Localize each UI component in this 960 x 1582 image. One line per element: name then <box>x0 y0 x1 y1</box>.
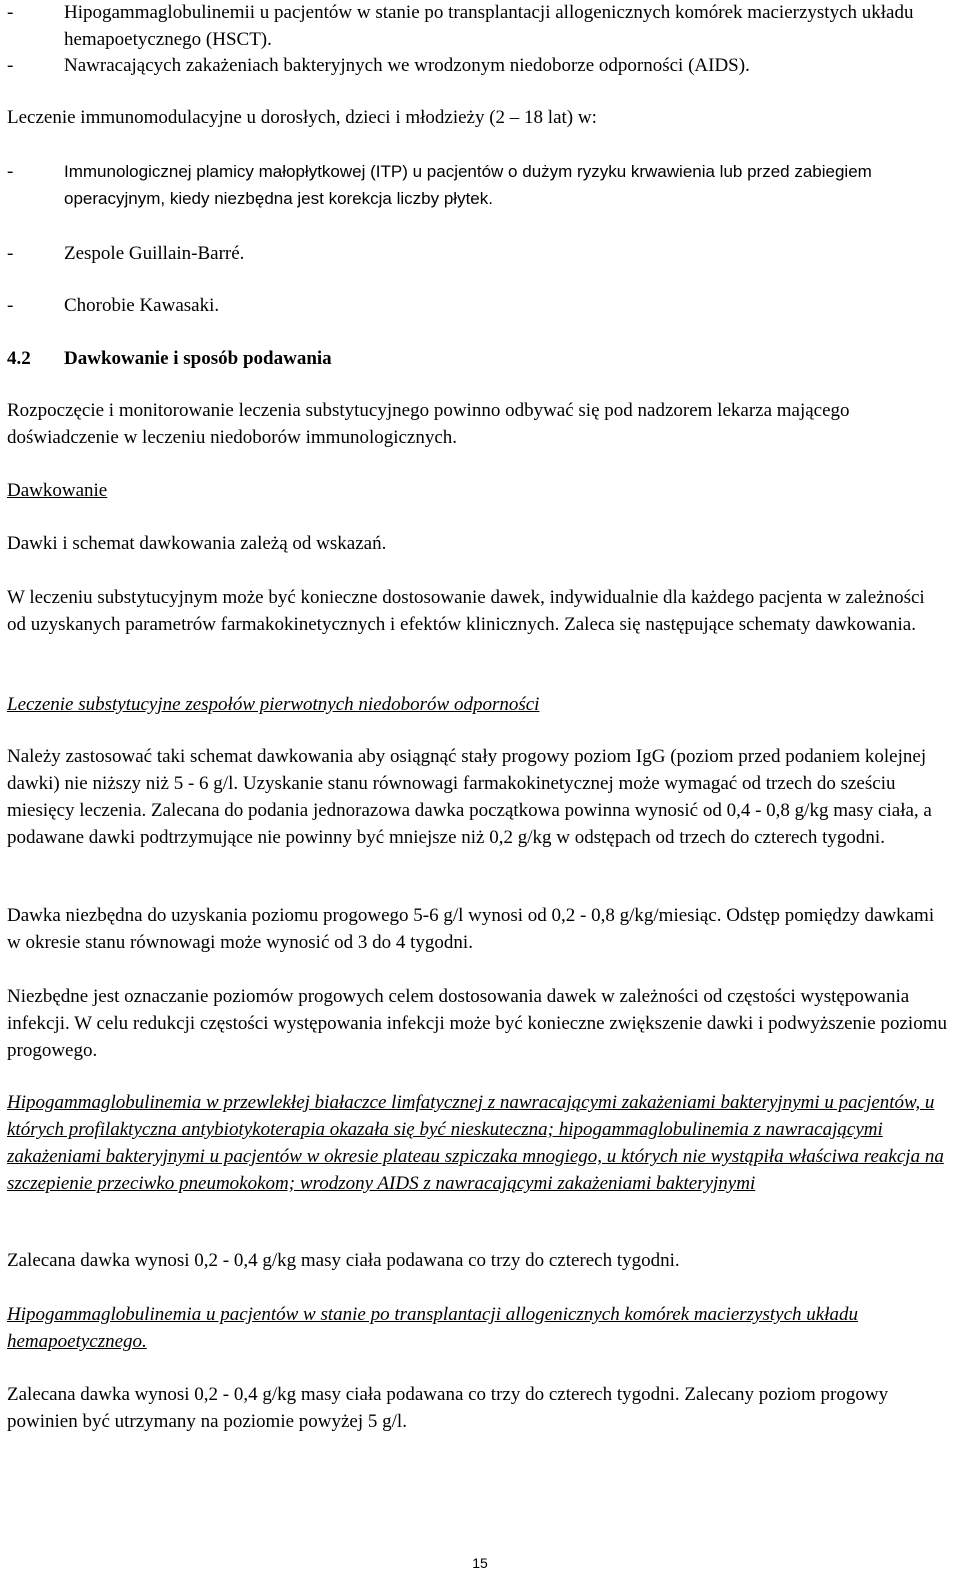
page-number: 15 <box>472 1555 488 1571</box>
paragraph-intro: Rozpoczęcie i monitorowanie leczenia substytucyjnego powinno odbywać się pod nadzorem lekarza mającego doświadczenie w leczeniu niedoborów immunologicznych. <box>7 400 850 448</box>
subheading-dawkowanie: Dawkowanie <box>7 480 108 501</box>
list-item <box>7 52 947 79</box>
list-item-text: Immunologicznej plamicy małopłytkowej (ITP) u pacjentów o dużym ryzyku krwawienia lub przed zabiegiem operacyjnym, kiedy niezbędna jest korekcja liczby płytek. <box>64 162 872 208</box>
list-item <box>7 292 947 319</box>
section-heading <box>7 345 947 372</box>
list-dash: - <box>7 243 14 264</box>
list-dash: - <box>7 2 14 23</box>
paragraph-primary-1: Należy zastosować taki schemat dawkowania aby osiągnąć stały progowy poziom IgG (poziom przed podaniem kolejnej dawki) nie niższy niż 5 - 6 g/l. Uzyskanie stanu równowagi farmakokinetycznej może wymagać od trzech do sześciu miesięcy leczenia. Zalecana do podania jednorazowa dawka początkowa powinna wynosić od 0,4 - 0,8 g/kg masy ciała, a podawane dawki podtrzymujące nie powinny być mniejsze niż 0,2 g/kg w odstępach od trzech do czterech tygodni. <box>7 746 932 848</box>
list-item-text: Chorobie Kawasaki. <box>64 295 220 316</box>
list-item-text: Zespole Guillain-Barré. <box>64 243 245 264</box>
list-item <box>7 240 947 267</box>
paragraph-individual: W leczeniu substytucyjnym może być konieczne dostosowanie dawek, indywidualnie dla każdego pacjenta w zależności od uzyskanych parametrów farmakokinetycznych i efektów klinicznych. Zaleca się następujące schematy dawkowania. <box>7 587 925 635</box>
section-number: 4.2 <box>7 348 31 369</box>
paragraph-primary-2: Dawka niezbędna do uzyskania poziomu progowego 5-6 g/l wynosi od 0,2 - 0,8 g/kg/miesiąc. Odstęp pomiędzy dawkami w okresie stanu równowagi może wynosić od 3 do 4 tygodni. <box>7 905 935 953</box>
paragraph-hsct: Zalecana dawka wynosi 0,2 - 0,4 g/kg masy ciała podawana co trzy do czterech tygodni. Zalecany poziom progowy powinien być utrzymany na poziomie powyżej 5 g/l. <box>7 1384 889 1432</box>
section-title: Dawkowanie i sposób podawania <box>64 348 332 369</box>
list-dash: - <box>7 295 14 316</box>
immuno-heading: Leczenie immunomodulacyjne u dorosłych, dzieci i młodzieży (2 – 18 lat) w: <box>7 107 597 128</box>
list-item-text: Hipogammaglobulinemii u pacjentów w stanie po transplantacji allogenicznych komórek macierzystych układu hemapoetycznego (HSCT). <box>64 2 914 50</box>
list-dash: - <box>7 55 14 76</box>
list-item <box>7 158 947 212</box>
heading-cll: Hipogammaglobulinemia w przewlekłej białaczce limfatycznej z nawracającymi zakażeniami bakteryjnymi u pacjentów, u których profilaktyczna antybiotykoterapia okazała się być nieskuteczna; hipogammaglobulinemia z nawracającymi zakażeniami bakteryjnymi u pacjentów w okresie plateau szpiczaka mnogiego, u których nie wystąpiła właściwa reakcja na szczepienie przeciwko pneumokokom; wrodzony AIDS z nawracającymi zakażeniami bakteryjnymi <box>7 1092 944 1194</box>
list-dash: - <box>7 161 14 182</box>
paragraph-doses: Dawki i schemat dawkowania zależą od wskazań. <box>7 533 387 554</box>
paragraph-cll: Zalecana dawka wynosi 0,2 - 0,4 g/kg masy ciała podawana co trzy do czterech tygodni. <box>7 1250 680 1271</box>
list-item <box>7 0 947 53</box>
list-item-text: Nawracających zakażeniach bakteryjnych we wrodzonym niedoborze odporności (AIDS). <box>64 55 750 76</box>
heading-primary: Leczenie substytucyjne zespołów pierwotnych niedoborów odporności <box>7 694 540 715</box>
heading-hsct: Hipogammaglobulinemia u pacjentów w stanie po transplantacji allogenicznych komórek macierzystych układu hemapoetycznego. <box>7 1304 858 1352</box>
paragraph-primary-3: Niezbędne jest oznaczanie poziomów progowych celem dostosowania dawek w zależności od częstości występowania infekcji. W celu redukcji częstości występowania infekcji może być konieczne zwiększenie dawki i podwyższenie poziomu progowego. <box>7 986 947 1061</box>
